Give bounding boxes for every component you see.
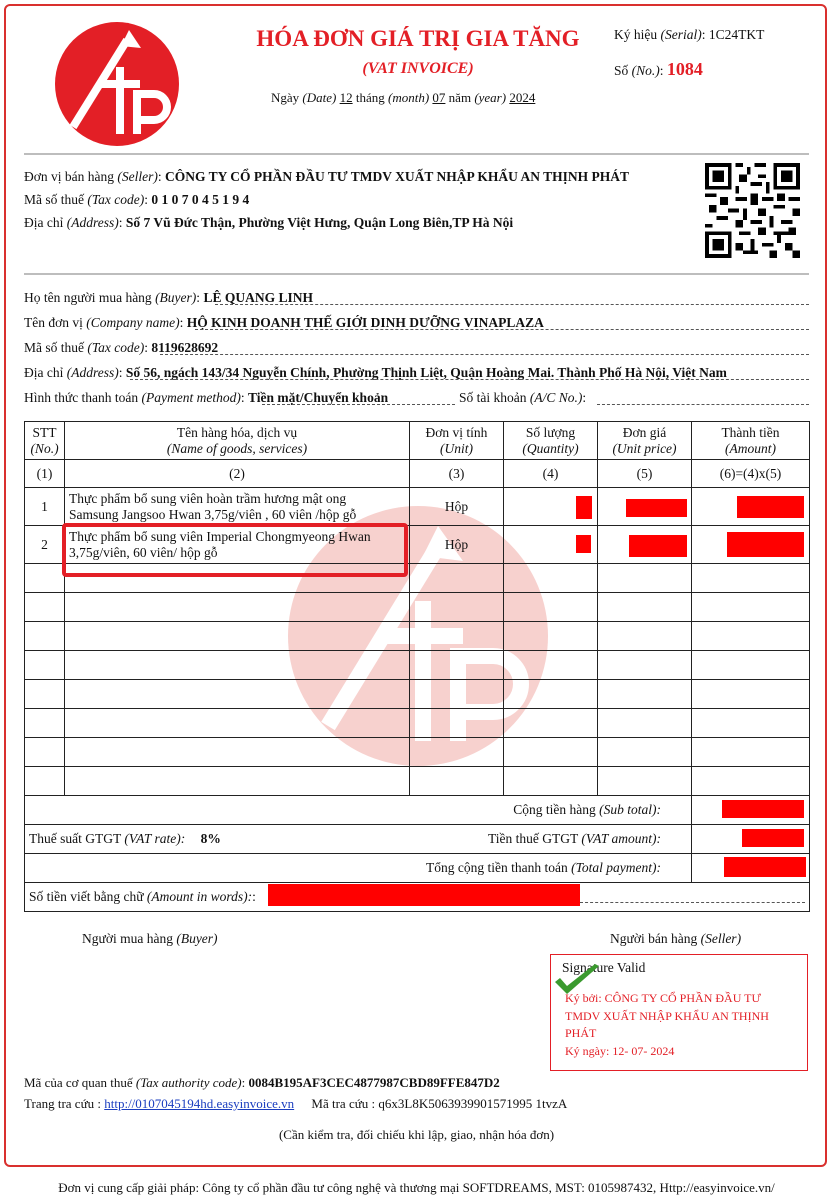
header-quantity: Số lượng (Quantity) xyxy=(504,422,598,460)
tax-authority-code-line: Mã của cơ quan thuế (Tax authority code): 0084B195AF3CEC4877987CBD89FFE847D2 xyxy=(24,1075,500,1090)
vat-rate-value: 8% xyxy=(200,831,221,846)
subtotal-row: Cộng tiền hàng (Sub total): xyxy=(25,796,810,825)
header-unit: Đơn vị tính (Unit) xyxy=(410,422,504,460)
divider-top xyxy=(24,153,809,155)
account-number-line: Số tài khoản (A/C No.): xyxy=(459,390,587,405)
serial-line: Ký hiệu (Serial): 1C24TKT xyxy=(614,27,765,42)
company-logo xyxy=(55,22,179,146)
qr-code xyxy=(705,163,800,258)
seller-tax-line: Mã số thuế (Tax code): 0 1 0 7 0 4 5 1 9 4 xyxy=(24,192,250,207)
table-index-row: (1) (2) (3) (4) (5) (6)=(4)x(5) xyxy=(25,460,810,488)
redacted-unit-price xyxy=(626,499,687,517)
redacted-vat-amount xyxy=(742,829,804,847)
header-amount: Thành tiền (Amount) xyxy=(692,422,810,460)
invoice-subtitle: (VAT INVOICE) xyxy=(362,60,474,77)
payment-method-line: Hình thức thanh toán (Payment method): Tiền mặt/Chuyển khoản xyxy=(24,390,389,405)
header-unit-price: Đơn giá (Unit price) xyxy=(598,422,692,460)
redacted-total xyxy=(724,857,806,877)
redacted-amount xyxy=(737,496,804,518)
redacted-unit-price xyxy=(629,535,687,557)
buyer-tax-line: Mã số thuế (Tax code): 8119628692 xyxy=(24,340,219,355)
signature-status: Signature Valid xyxy=(562,960,646,975)
invoice-number-line: Số (No.): 1084 xyxy=(614,59,703,79)
redacted-subtotal xyxy=(722,800,804,818)
signature-details: Ký bởi: CÔNG TY CỔ PHẦN ĐẦU TƯ TMDV XUẤT NHẬP KHẨU AN THỊNH PHÁT Ký ngày: 12- 07- 2024 xyxy=(565,991,769,1058)
highlight-box xyxy=(62,523,408,577)
buyer-address-line: Địa chỉ (Address): Số 56, ngách 143/34 Nguyễn Chính, Phường Thịnh Liệt, Quận Hoàng Mai. Thành Phố Hà Nội, Việt Nam xyxy=(24,365,727,380)
provider-footer: Đơn vị cung cấp giải pháp: Công ty cổ phần đầu tư công nghệ và thương mại SOFTDREAMS, MST: 0105987432, Http://easyinvoice.vn/ xyxy=(58,1180,775,1195)
redacted-quantity xyxy=(576,496,592,519)
divider-middle xyxy=(24,273,809,275)
item-name: Thực phẩm bổ sung viên Imperial Chongmyeong Hwan 3,75g/viên, 60 viên/ hộp gỗ xyxy=(65,526,410,564)
vat-row: Thuế suất GTGT (VAT rate): 8% Tiền thuế GTGT (VAT amount): xyxy=(25,825,810,854)
items-table xyxy=(24,421,810,912)
header-name: Tên hàng hóa, dịch vụ (Name of goods, services) xyxy=(65,422,410,460)
table-row: 2 Thực phẩm bổ sung viên Imperial Chongmyeong Hwan 3,75g/viên, 60 viên/ hộp gỗ Hộp xyxy=(25,526,810,564)
item-name: Thực phẩm bổ sung viên hoàn trầm hương mật ong Samsung Jangsoo Hwan 3,75g/viên , 60 viên /hộp gỗ xyxy=(65,488,410,526)
buyer-name-line: Họ tên người mua hàng (Buyer): LÊ QUANG LINH xyxy=(24,290,313,305)
amount-in-words-row: Số tiền viết bằng chữ (Amount in words):: xyxy=(25,883,810,912)
lookup-line: Trang tra cứu : http://0107045194hd.easyinvoice.vn Mã tra cứu : q6x3L8K5063939901571995 1tvzA xyxy=(24,1096,568,1111)
redacted-amount-in-words xyxy=(268,884,580,906)
header-no: STT (No.) xyxy=(25,422,65,460)
total-row: Tổng cộng tiền thanh toán (Total payment): xyxy=(25,854,810,883)
redacted-amount xyxy=(727,532,804,557)
table-header-row xyxy=(25,422,810,460)
buyer-company-line: Tên đơn vị (Company name): HỘ KINH DOANH THẾ GIỚI DINH DƯỠNG VINAPLAZA xyxy=(24,315,544,330)
invoice-title: HÓA ĐƠN GIÁ TRỊ GIA TĂNG xyxy=(256,26,580,51)
seller-name-line: Đơn vị bán hàng (Seller): CÔNG TY CỔ PHẦN ĐẦU TƯ TMDV XUẤT NHẬP KHẨU AN THỊNH PHÁT xyxy=(24,169,630,184)
redacted-quantity xyxy=(576,535,591,553)
seller-signature-label: Người bán hàng (Seller) xyxy=(610,931,742,946)
seller-address-line: Địa chỉ (Address): Số 7 Vũ Đức Thận, Phường Việt Hưng, Quận Long Biên,TP Hà Nội xyxy=(24,215,514,230)
buyer-signature-label: Người mua hàng (Buyer) xyxy=(82,931,218,946)
verification-note: (Cần kiểm tra, đối chiếu khi lập, giao, nhận hóa đơn) xyxy=(278,1127,555,1142)
table-row: 1 Thực phẩm bổ sung viên hoàn trầm hương mật ong Samsung Jangsoo Hwan 3,75g/viên , 60 viên /hộp gỗ Hộp xyxy=(25,488,810,526)
invoice-date: Ngày (Date) 12 tháng (month) 07 năm (year) 2024 xyxy=(271,90,536,105)
lookup-link[interactable]: http://0107045194hd.easyinvoice.vn xyxy=(104,1096,295,1111)
